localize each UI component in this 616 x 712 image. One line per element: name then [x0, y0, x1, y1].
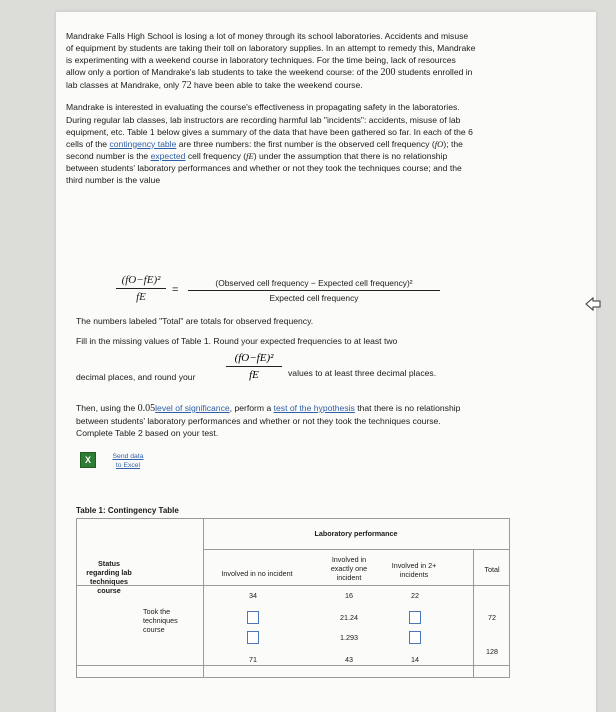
fill-instruction: Fill in the missing values of Table 1. Round your expected frequencies to at least two [76, 336, 398, 346]
lhs-fraction: $\frac{\text{(fO−fE)²}}{fE}$ [116, 274, 166, 303]
hypothesis-instruction: Then, using the 0.05level of significance, perform a test of the hypothesis that there is no relationship between students' laboratory performances and whether or not they took the techniques course. Complete Table 2 based on your test. [76, 403, 461, 438]
evaluation-paragraph: Mandrake is interested in evaluating the course's effectiveness in propagating safety in the laboratories. During regular lab classes, lab instructors are recording harmful lab "incidents": accidents, misuse of lab equipment, etc. Table 1 below gives a summary of the data that have been gathered so far. In each of the 6 cells of the contingency table are three numbers: the first number is the observed cell frequency (fO); the second number is the expected cell frequency (fE) under the assumption that there is no relationship between students' laboratory performances and whether or not they took the techniques course; and the third number is the value [66, 102, 473, 186]
col-total-no-incident: 71 [249, 655, 257, 664]
question-page [56, 12, 596, 712]
level-of-significance-link[interactable]: level of significance [155, 403, 230, 413]
header-row-divider [77, 585, 509, 586]
total-col-divider [473, 549, 474, 677]
fill-instruction-2: decimal places, and round your [76, 372, 196, 382]
send-to-excel[interactable] [80, 452, 148, 470]
equals-sign: = [172, 284, 179, 296]
contingency-table-link[interactable]: contingency table [109, 138, 177, 149]
obs-no-incident: 34 [249, 591, 257, 600]
row-total: 72 [488, 613, 496, 622]
expected-two-plus-input[interactable] [409, 611, 421, 624]
col-total-two-plus: 14 [411, 655, 419, 664]
table-title: Table 1: Contingency Table [76, 506, 179, 515]
col-total-one-incident: 43 [345, 655, 353, 664]
expected-no-incident-input[interactable] [247, 611, 259, 624]
col-header-total: Total [484, 565, 500, 574]
total-row-divider [77, 665, 509, 666]
excel-icon[interactable]: X [80, 452, 96, 468]
mouse-cursor-icon [584, 296, 602, 319]
fill-instruction-3: values to at least three decimal places. [288, 368, 437, 378]
inline-fraction: $\frac{\text{(fO−fE)²}}{fE}$ [226, 352, 282, 381]
col-header-two-plus: Involved in 2+ incidents [391, 561, 437, 579]
group-header-divider [203, 549, 509, 550]
intro-paragraph: Mandrake Falls High School is losing a lot of money through its school laboratories. Accidents and misuse of equipment by students are taking their toll on laboratory supplies. In an attempt to remedy this, Mandrake is experimenting with a weekend course in laboratory techniques. For the time being, lack of resources allow only a portion of Mandrake's lab students to take the weekend course: of the 200 students enrolled in lab classes at Mandrake, only 72 have been able to take the weekend course. [66, 31, 476, 92]
row-header-divider [203, 519, 204, 677]
group-header: Laboratory performance [314, 529, 398, 538]
problem-text [66, 30, 476, 195]
col-header-no-incident: Involved in no incident [221, 569, 293, 578]
grand-total: 128 [486, 647, 498, 656]
obs-one-incident: 16 [345, 591, 353, 600]
row-label-took-course: Took the techniques course [143, 607, 178, 634]
chi-no-incident-input[interactable] [247, 631, 259, 644]
row-header: Status regarding lab techniques course [86, 559, 132, 595]
col-header-one-incident: Involved in exactly one incident [330, 555, 368, 582]
rhs-fraction: (Observed cell frequency − Expected cell frequency)² Expected cell frequency [188, 278, 440, 303]
contingency-table [76, 518, 510, 678]
chi-two-plus-input[interactable] [409, 631, 421, 644]
send-to-excel-link[interactable]: Send data to Excel [112, 453, 144, 469]
hypothesis-test-link[interactable]: test of the hypothesis [273, 403, 355, 413]
chi-one-incident: 1.293 [340, 633, 358, 642]
expected-one-incident: 21.24 [340, 613, 358, 622]
obs-two-plus: 22 [411, 591, 419, 600]
chi-square-formula [116, 274, 476, 314]
expected-link[interactable]: expected [150, 150, 186, 161]
totals-note: The numbers labeled "Total" are totals for observed frequency. [76, 316, 314, 326]
